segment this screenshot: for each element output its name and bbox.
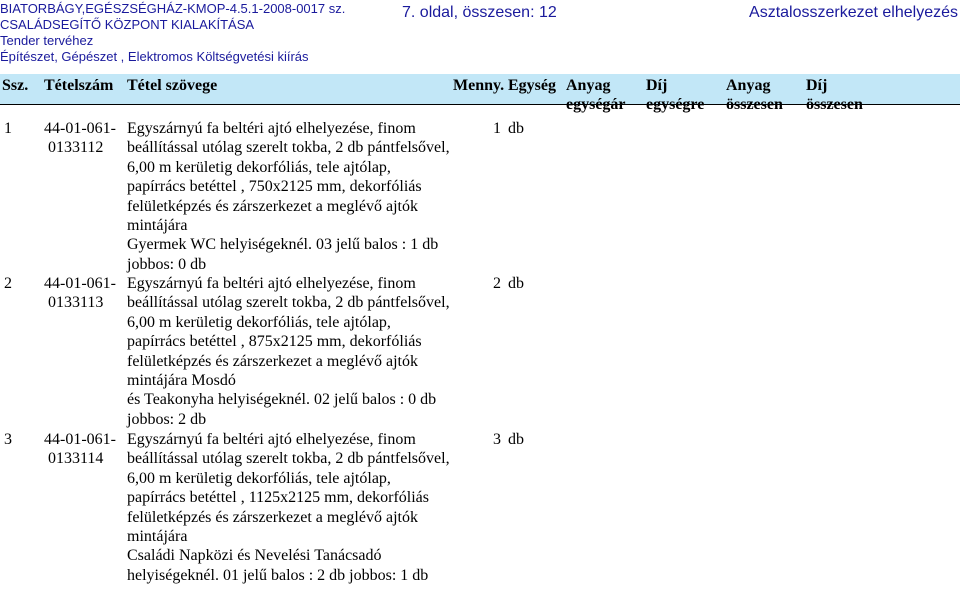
description-line: jobbos: 0 db: [127, 255, 207, 273]
column-header-anyag-osszesen: Anyag: [726, 77, 771, 94]
description-line: papírrács betéttel , 1125x2125 mm, dekorfóliás: [127, 489, 429, 507]
description-line: Egyszárnyú fa beltéri ajtó elhelyezése, finom: [127, 120, 416, 137]
row-code: 0133112: [48, 139, 104, 156]
column-header-dij-egysegre: Díj: [646, 77, 668, 94]
row-code: 0133114: [48, 450, 104, 467]
description-line: és Teakonyha helyiségeknél. 02 jelű balos : 0 db: [127, 391, 437, 409]
description-line: mintájára: [127, 216, 188, 234]
row-ssz: 1: [4, 120, 12, 137]
row-quantity: 1: [493, 120, 501, 137]
column-header-anyag-egysegar: egységár: [566, 96, 626, 113]
page-info: 7. oldal, összesen: 12: [402, 4, 557, 21]
description-line: beállítással utólag szerelt tokba, 2 db pántfelsővel,: [127, 294, 450, 312]
description-line: mintájára Mosdó: [127, 371, 236, 389]
description-line: felületképzés és zárszerkezet a meglévő ajtók: [127, 508, 418, 526]
row-description: [127, 274, 450, 429]
row-unit: db: [508, 120, 524, 137]
description-line: 6,00 m kerületig dekorfóliás, tele ajtólap,: [127, 469, 391, 487]
column-header-dij-osszesen: Díj: [806, 77, 828, 94]
column-header-ssz: Ssz.: [2, 77, 29, 94]
row-quantity: 3: [493, 431, 501, 448]
row-ssz: 3: [4, 431, 12, 448]
description-line: 6,00 m kerületig dekorfóliás, tele ajtólap,: [127, 313, 391, 331]
row-ssz: 2: [4, 275, 12, 292]
description-line: beállítással utólag szerelt tokba, 2 db pántfelsővel,: [127, 139, 450, 157]
column-header-dij-egysegre: egységre: [646, 96, 705, 113]
description-line: Családi Napközi és Nevelési Tanácsadó: [127, 547, 382, 565]
row-description: [127, 430, 450, 585]
column-header-egyseg: Egység: [508, 77, 556, 94]
header-title-line: Tender tervéhez: [0, 33, 94, 48]
row-description: [127, 119, 450, 274]
row-code: 44-01-061-: [44, 120, 116, 137]
header-title-line: CSALÁDSEGÍTŐ KÖZPONT KIALAKÍTÁSA: [0, 17, 255, 32]
description-line: Gyermek WC helyiségeknél. 03 jelű balos : 1 db: [127, 236, 439, 254]
header-title-line: Építészet, Gépészet , Elektromos Költségvetési kiírás: [0, 49, 309, 64]
column-header-anyag-osszesen: összesen: [726, 96, 783, 113]
column-header-tetelszam: Tételszám: [44, 77, 114, 94]
row-unit: db: [508, 431, 524, 448]
column-header-menny: Menny.: [453, 77, 505, 94]
row-code: 0133113: [48, 294, 104, 311]
description-line: felületképzés és zárszerkezet a meglévő ajtók: [127, 352, 418, 370]
row-unit: db: [508, 275, 524, 292]
header-title-line: BIATORBÁGY,EGÉSZSÉGHÁZ-KMOP-4.5.1-2008-0017 sz.: [0, 1, 346, 16]
description-line: beállítással utólag szerelt tokba, 2 db pántfelsővel,: [127, 450, 450, 468]
description-line: jobbos: 2 db: [127, 410, 207, 428]
column-header-anyag-egysegar: Anyag: [566, 77, 611, 94]
column-header-dij-osszesen: összesen: [806, 96, 863, 113]
description-line: papírrács betéttel , 875x2125 mm, dekorfóliás: [127, 333, 422, 351]
description-line: helyiségeknél. 01 jelű balos : 2 db jobbos: 1 db: [127, 566, 429, 584]
row-code: 44-01-061-: [44, 431, 116, 448]
description-line: 6,00 m kerületig dekorfóliás, tele ajtólap,: [127, 158, 391, 176]
description-line: mintájára: [127, 527, 188, 545]
row-quantity: 2: [493, 275, 501, 292]
description-line: felületképzés és zárszerkezet a meglévő ajtók: [127, 197, 418, 215]
column-header-tetel-szovege: Tétel szövege: [127, 77, 218, 94]
row-code: 44-01-061-: [44, 275, 116, 292]
section-title: Asztalosszerkezet elhelyezés: [749, 4, 958, 21]
description-line: Egyszárnyú fa beltéri ajtó elhelyezése, finom: [127, 431, 416, 448]
description-line: papírrács betéttel , 750x2125 mm, dekorfóliás: [127, 178, 422, 196]
description-line: Egyszárnyú fa beltéri ajtó elhelyezése, finom: [127, 275, 416, 292]
